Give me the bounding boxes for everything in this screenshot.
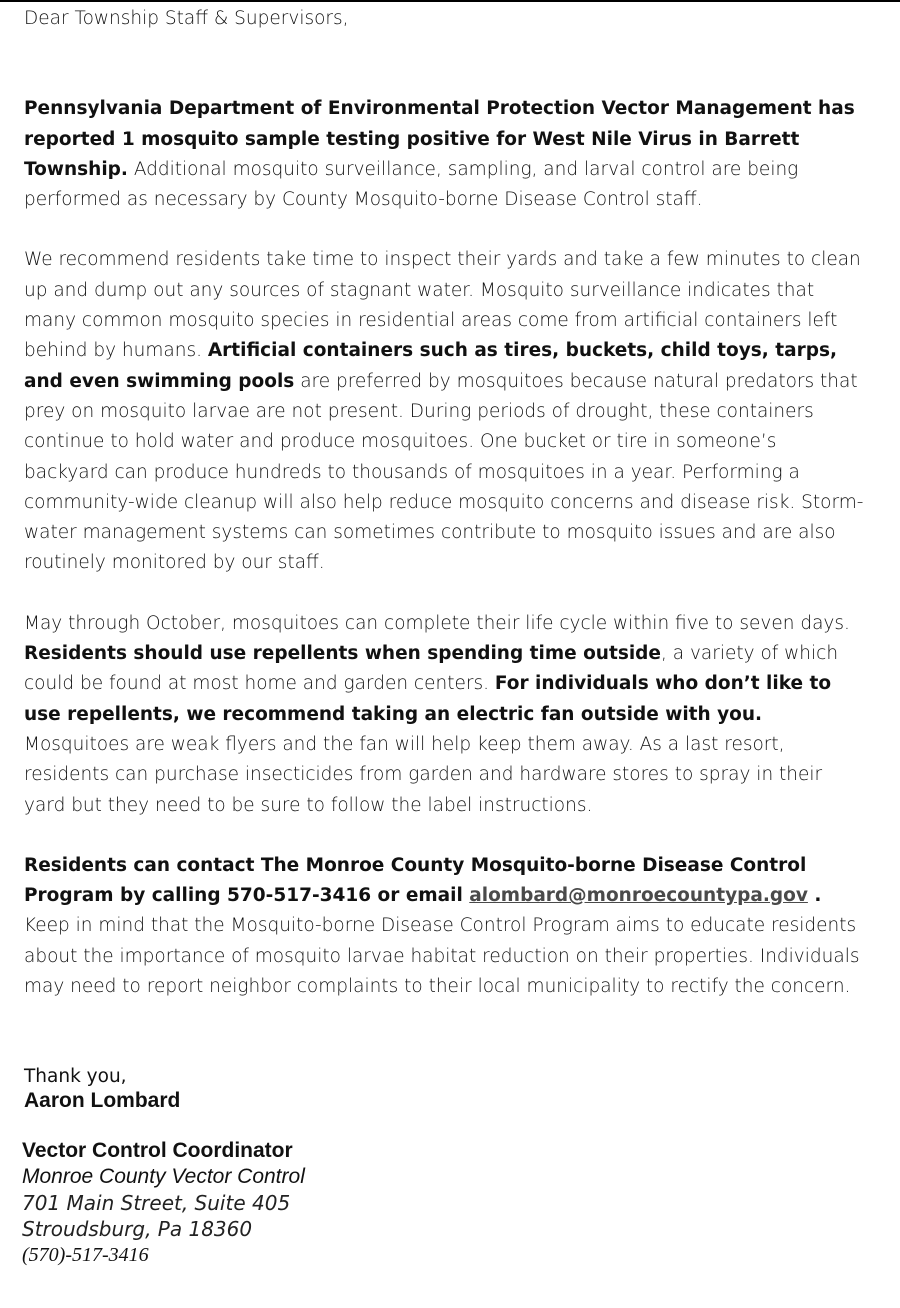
top-border-line (0, 0, 900, 2)
closing: Thank you, (24, 1066, 127, 1088)
repellents-intro: May through October, mosquitoes can complete their life cycle within five to seven days. (24, 612, 850, 634)
paragraph-repellents (24, 609, 864, 821)
contact-bold-end: . (807, 885, 822, 907)
signature-name: Aaron Lombard (24, 1089, 181, 1112)
signature-phone: (570)-517-3416 (22, 1244, 149, 1266)
wnv-report-bold: Pennsylvania Department of Environmental Protection Vector Management has reported 1 mosquito sample testing positive for West Nile Virus in Barrett Township. (24, 98, 855, 180)
signature-organization: Monroe County Vector Control (22, 1165, 305, 1188)
letter-body (24, 4, 864, 1092)
repellents-text: Mosquitoes are weak flyers and the fan will help keep them away. As a last resort, residents can purchase insecticides from garden and hardware stores to spray in their yard but they need to be sure to follow the label instructions. (24, 733, 823, 816)
repellents-bold-1: Residents should use repellents when spending time outside (24, 643, 661, 665)
signature-title: Vector Control Coordinator (22, 1139, 293, 1162)
paragraph-containers (24, 245, 864, 578)
paragraph-wnv-report (24, 94, 864, 215)
signature-block (22, 1138, 305, 1268)
signature-address-line1: 701 Main Street, Suite 405 (22, 1191, 291, 1215)
contact-text: Keep in mind that the Mosquito-borne Disease Control Program aims to educate residents about the importance of mosquito larvae habitat reduction on their properties. Individuals may need to report neighbor complaints to their local municipality to rectify the concern. (24, 915, 860, 998)
greeting: Dear Township Staff & Supervisors, (24, 8, 349, 29)
containers-text: are preferred by mosquitoes because natural predators that prey on mosquito larvae are not present. During periods of drought, these containers continue to hold water and produce mosquitoes. One bucket or tire in someone’s backyard can produce hundreds to thousands of mosquitoes in a year. Performing a community-wide cleanup will also help reduce mosquito concerns and disease risk. Storm-water management systems can sometimes contribute to mosquito issues and are also routinely monitored by our staff. (24, 370, 864, 574)
wnv-report-text: Additional mosquito surveillance, sampling, and larval control are being performed as necessary by County Mosquito-borne Disease Control staff. (24, 158, 799, 211)
contact-bold: Residents can contact The Monroe County Mosquito-borne Disease Control Program by calling 570-517-3416 or email (24, 854, 807, 907)
containers-bold: Artificial containers such as tires, buckets, child toys, tarps, and even swimming pools (24, 340, 837, 392)
signature-address-line2: Stroudsburg, Pa 18360 (22, 1217, 253, 1241)
repellents-bold-2: For individuals who don’t like to use repellents, we recommend taking an electric fan outside with you. (24, 673, 832, 725)
email-link[interactable]: alombard@monroecountypa.gov (469, 885, 808, 907)
containers-intro: We recommend residents take time to inspect their yards and take a few minutes to clean up and dump out any sources of stagnant water. Mosquito surveillance indicates that many common mosquito species in residential areas come from artificial containers left behind by humans. (24, 249, 861, 362)
paragraph-contact (24, 851, 864, 1002)
repellents-mid: , a variety of which could be found at most home and garden centers. (24, 643, 839, 695)
